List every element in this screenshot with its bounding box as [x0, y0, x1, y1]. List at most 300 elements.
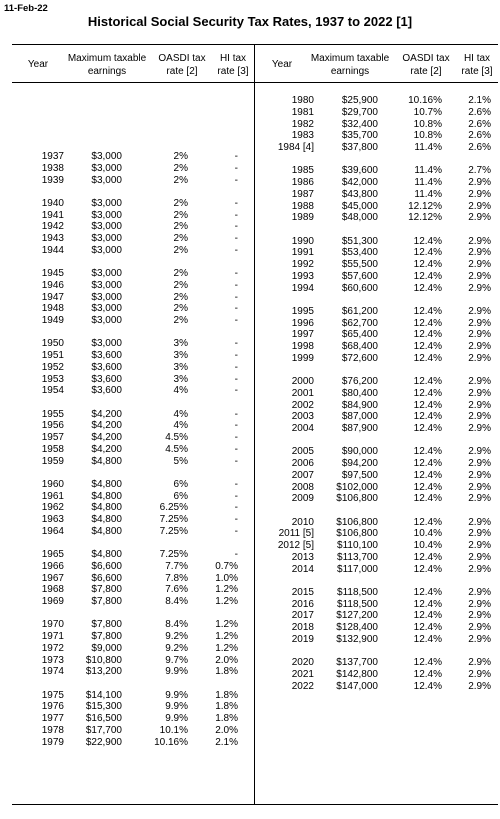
table-row — [0, 526, 254, 538]
cell-oasdi-rate: 2% — [173, 209, 188, 221]
header-max-earnings-line2: earnings — [87, 66, 127, 77]
cell-hi-rate: 2.9% — [468, 680, 491, 692]
cell-year: 1979 — [41, 736, 64, 748]
cell-hi-rate: - — [234, 361, 238, 373]
cell-max-earnings: $57,600 — [341, 270, 378, 282]
cell-year: 2008 — [291, 481, 314, 493]
table-row — [0, 444, 254, 456]
cell-oasdi-rate: 12.12% — [408, 212, 442, 224]
table-row — [0, 737, 254, 749]
cell-oasdi-rate: 12.4% — [413, 317, 442, 329]
cell-hi-rate: - — [234, 162, 238, 174]
table-row — [0, 362, 254, 374]
cell-year: 1964 — [41, 525, 64, 537]
cell-oasdi-rate: 3% — [173, 373, 188, 385]
table-row — [0, 420, 254, 432]
cell-oasdi-rate: 12.4% — [413, 423, 442, 434]
table-row — [254, 107, 500, 119]
cell-hi-rate: 2.9% — [468, 259, 491, 270]
table-row — [0, 350, 254, 362]
cell-oasdi-rate: 12.4% — [413, 270, 442, 282]
cell-year: 2001 — [291, 387, 314, 399]
cell-max-earnings: $3,000 — [91, 315, 122, 326]
cell-oasdi-rate: 2% — [173, 315, 188, 326]
cell-max-earnings: $45,000 — [341, 200, 378, 212]
table-row — [254, 236, 500, 248]
cell-max-earnings: $37,800 — [341, 142, 378, 153]
cell-hi-rate: - — [234, 478, 238, 490]
table-row — [254, 681, 500, 693]
cell-year: 1963 — [41, 514, 64, 525]
cell-hi-rate: 2.6% — [468, 142, 491, 153]
cell-oasdi-rate: 9.9% — [165, 689, 188, 701]
cell-hi-rate: 1.8% — [215, 689, 238, 701]
cell-max-earnings: $118,500 — [337, 598, 378, 610]
cell-oasdi-rate: 4.5% — [165, 432, 188, 443]
cell-hi-rate: - — [234, 432, 238, 443]
cell-oasdi-rate: 12.4% — [413, 352, 442, 364]
table-row — [0, 221, 254, 233]
cell-oasdi-rate: 10.8% — [413, 118, 442, 130]
cell-max-earnings: $53,400 — [341, 247, 378, 259]
cell-max-earnings: $4,800 — [91, 502, 122, 514]
cell-year: 1952 — [41, 361, 64, 373]
cell-max-earnings: $16,500 — [85, 713, 122, 724]
table-row — [254, 201, 500, 213]
table-row — [254, 552, 500, 564]
table-row — [254, 177, 500, 189]
table-row — [0, 631, 254, 643]
table-row — [0, 549, 254, 561]
cell-max-earnings: $87,900 — [341, 423, 378, 434]
cell-max-earnings: $25,900 — [341, 95, 378, 106]
table-row — [0, 514, 254, 526]
cell-hi-rate: 1.2% — [215, 642, 238, 654]
cell-oasdi-rate: 12.4% — [413, 633, 442, 645]
header-oasdi-left — [152, 52, 212, 78]
cell-year: 1957 — [41, 432, 64, 443]
table-row — [254, 119, 500, 131]
cell-hi-rate: 2.1% — [468, 95, 491, 106]
cell-year: 2006 — [291, 458, 314, 469]
table-row — [0, 303, 254, 315]
cell-year: 1991 — [291, 247, 314, 259]
cell-year: 1967 — [41, 572, 64, 584]
cell-max-earnings: $29,700 — [341, 106, 378, 118]
cell-hi-rate: - — [234, 221, 238, 233]
cell-oasdi-rate: 3% — [173, 361, 188, 373]
header-max-earnings-left — [62, 52, 152, 78]
cell-oasdi-rate: 12.4% — [413, 668, 442, 680]
cell-oasdi-rate: 10.16% — [408, 95, 442, 106]
cell-hi-rate: 2.9% — [468, 668, 491, 680]
cell-hi-rate: - — [234, 455, 238, 467]
cell-year: 2000 — [291, 376, 314, 387]
cell-year: 1999 — [291, 352, 314, 364]
cell-hi-rate: 2.9% — [468, 446, 491, 458]
cell-year: 2018 — [291, 622, 314, 633]
cell-oasdi-rate: 9.2% — [165, 631, 188, 642]
cell-hi-rate: 2.0% — [215, 724, 238, 736]
cell-year: 1968 — [41, 584, 64, 596]
cell-oasdi-rate: 12.4% — [413, 598, 442, 610]
cell-hi-rate: 2.9% — [468, 399, 491, 411]
cell-year: 1949 — [41, 315, 64, 326]
cell-year: 1971 — [41, 631, 64, 642]
cell-oasdi-rate: 2% — [173, 279, 188, 291]
cell-max-earnings: $43,800 — [341, 188, 378, 200]
cell-hi-rate: 2.9% — [468, 551, 491, 563]
cell-oasdi-rate: 2% — [173, 291, 188, 303]
cell-hi-rate: - — [234, 174, 238, 186]
table-row — [254, 247, 500, 259]
cell-max-earnings: $3,600 — [91, 350, 122, 361]
cell-year: 1958 — [41, 443, 64, 455]
table-row — [254, 411, 500, 423]
cell-hi-rate: 2.9% — [468, 516, 491, 528]
table-row — [254, 493, 500, 505]
cell-hi-rate: 2.9% — [468, 657, 491, 668]
cell-hi-rate: 2.6% — [468, 130, 491, 142]
cell-oasdi-rate: 12.4% — [413, 586, 442, 598]
table-row — [0, 655, 254, 667]
cell-year: 2004 — [291, 423, 314, 434]
cell-hi-rate: 2.6% — [468, 106, 491, 118]
cell-hi-rate: 2.9% — [468, 563, 491, 575]
cell-oasdi-rate: 12.4% — [413, 622, 442, 633]
cell-max-earnings: $127,200 — [336, 610, 378, 622]
cell-hi-rate: - — [234, 244, 238, 256]
cell-oasdi-rate: 6% — [173, 478, 188, 490]
cell-oasdi-rate: 9.9% — [165, 701, 188, 713]
cell-oasdi-rate: 11.4% — [414, 188, 442, 200]
cell-max-earnings: $3,000 — [91, 268, 122, 279]
cell-max-earnings: $4,200 — [91, 432, 122, 443]
cell-hi-rate: - — [234, 315, 238, 326]
report-date: 11-Feb-22 — [4, 3, 48, 14]
cell-oasdi-rate: 12.4% — [413, 493, 442, 505]
cell-hi-rate: 2.0% — [215, 654, 238, 666]
table-row — [254, 165, 500, 177]
cell-max-earnings: $3,000 — [91, 197, 122, 209]
cell-oasdi-rate: 12.4% — [413, 657, 442, 668]
cell-year: 1953 — [41, 373, 64, 385]
cell-hi-rate: 2.9% — [468, 247, 491, 259]
cell-year: 1974 — [41, 666, 64, 678]
header-oasdi-line1: OASDI tax — [158, 53, 206, 64]
cell-max-earnings: $3,000 — [91, 151, 122, 162]
cell-year: 2011 [5] — [278, 528, 314, 540]
table-row — [0, 245, 254, 257]
cell-oasdi-rate: 7.8% — [165, 572, 188, 584]
cell-hi-rate: 2.9% — [468, 352, 491, 364]
table-row — [254, 622, 500, 634]
cell-year: 1973 — [41, 654, 64, 666]
cell-max-earnings: $3,000 — [91, 209, 122, 221]
cell-year: 1980 — [291, 95, 314, 106]
cell-max-earnings: $106,800 — [336, 516, 378, 528]
cell-oasdi-rate: 10.8% — [413, 130, 442, 142]
cell-year: 1988 — [291, 200, 314, 212]
cell-max-earnings: $3,600 — [91, 361, 122, 373]
cell-oasdi-rate: 12.4% — [413, 481, 442, 493]
cell-hi-rate: 2.9% — [468, 376, 491, 387]
cell-oasdi-rate: 12.4% — [413, 469, 442, 481]
cell-max-earnings: $4,800 — [91, 549, 122, 560]
cell-year: 1983 — [291, 130, 314, 142]
cell-hi-rate: 2.9% — [468, 212, 491, 224]
header-max-earnings-line1: Maximum taxable — [67, 53, 147, 64]
cell-year: 1998 — [291, 341, 314, 352]
cell-oasdi-rate: 7.6% — [165, 584, 188, 596]
cell-oasdi-rate: 2% — [173, 174, 188, 186]
cell-max-earnings: $9,000 — [91, 642, 122, 654]
cell-oasdi-rate: 8.4% — [165, 596, 188, 607]
cell-max-earnings: $3,600 — [91, 385, 122, 397]
cell-max-earnings: $147,000 — [336, 680, 378, 692]
cell-max-earnings: $3,000 — [91, 162, 122, 174]
cell-oasdi-rate: 12.4% — [413, 680, 442, 692]
table-row — [0, 385, 254, 397]
cell-oasdi-rate: 12.4% — [413, 259, 442, 270]
cell-year: 1984 [4] — [277, 142, 314, 153]
cell-oasdi-rate: 8.4% — [165, 619, 188, 631]
cell-oasdi-rate: 10.1% — [159, 724, 188, 736]
cell-hi-rate: 2.9% — [468, 317, 491, 329]
cell-hi-rate: - — [234, 303, 238, 315]
table-row — [0, 268, 254, 280]
table-row — [0, 374, 254, 386]
cell-oasdi-rate: 2% — [173, 162, 188, 174]
cell-hi-rate: 2.9% — [468, 633, 491, 645]
cell-year: 1975 — [41, 689, 64, 701]
cell-year: 1959 — [41, 455, 64, 467]
cell-hi-rate: 1.2% — [215, 596, 238, 607]
header-oasdi-line2: rate [2] — [410, 66, 442, 77]
cell-oasdi-rate: 12.4% — [413, 376, 442, 387]
table-row — [0, 690, 254, 702]
cell-max-earnings: $3,000 — [91, 244, 122, 256]
table-row — [0, 596, 254, 608]
cell-max-earnings: $4,200 — [91, 443, 122, 455]
table-row — [0, 409, 254, 421]
cell-max-earnings: $14,100 — [85, 689, 122, 701]
cell-year: 1989 — [291, 212, 314, 224]
cell-year: 1948 — [41, 303, 64, 315]
cell-hi-rate: 2.9% — [468, 341, 491, 352]
header-bottom-rule — [12, 82, 498, 83]
cell-year: 2022 — [291, 680, 314, 692]
cell-max-earnings: $60,600 — [341, 282, 378, 294]
cell-year: 1982 — [291, 118, 314, 130]
table-row — [0, 701, 254, 713]
cell-oasdi-rate: 12.4% — [413, 341, 442, 352]
cell-year: 2010 — [291, 516, 314, 528]
table-row — [0, 175, 254, 187]
table-row — [0, 315, 254, 327]
cell-max-earnings: $3,000 — [91, 291, 122, 303]
cell-hi-rate: - — [234, 385, 238, 397]
cell-max-earnings: $6,600 — [91, 572, 122, 584]
cell-year: 1976 — [41, 701, 64, 713]
cell-year: 1955 — [41, 408, 64, 420]
table-row — [254, 95, 500, 107]
cell-max-earnings: $118,500 — [337, 586, 378, 598]
table-row — [254, 657, 500, 669]
table-row — [254, 329, 500, 341]
cell-oasdi-rate: 10.7% — [413, 106, 442, 118]
cell-oasdi-rate: 2% — [173, 303, 188, 315]
table-row — [254, 423, 500, 435]
header-hi-left — [212, 52, 254, 78]
header-hi-right — [456, 52, 498, 78]
table-row — [0, 198, 254, 210]
cell-year: 2016 — [291, 598, 314, 610]
cell-hi-rate: 1.2% — [215, 584, 238, 596]
cell-year: 1950 — [41, 338, 64, 350]
cell-oasdi-rate: 12.4% — [413, 247, 442, 259]
cell-max-earnings: $3,000 — [91, 303, 122, 315]
table-row — [0, 292, 254, 304]
cell-hi-rate: 2.9% — [468, 610, 491, 622]
cell-hi-rate: 2.9% — [468, 481, 491, 493]
cell-oasdi-rate: 3% — [173, 338, 188, 350]
cell-max-earnings: $4,800 — [91, 514, 122, 525]
cell-max-earnings: $55,500 — [341, 259, 378, 270]
cell-year: 1981 — [291, 106, 314, 118]
cell-oasdi-rate: 7.25% — [159, 514, 188, 525]
table-row — [254, 259, 500, 271]
cell-max-earnings: $117,000 — [337, 563, 378, 575]
cell-max-earnings: $72,600 — [341, 352, 378, 364]
cell-max-earnings: $7,800 — [91, 619, 122, 631]
cell-max-earnings: $3,000 — [91, 338, 122, 350]
cell-hi-rate: - — [234, 338, 238, 350]
cell-max-earnings: $3,000 — [91, 279, 122, 291]
cell-oasdi-rate: 3% — [173, 350, 188, 361]
table-row — [0, 479, 254, 491]
cell-max-earnings: $106,800 — [336, 528, 378, 540]
cell-max-earnings: $90,000 — [341, 446, 378, 458]
cell-max-earnings: $35,700 — [341, 130, 378, 142]
cell-year: 1951 — [41, 350, 64, 361]
cell-max-earnings: $80,400 — [341, 387, 378, 399]
cell-oasdi-rate: 4% — [173, 385, 188, 397]
cell-hi-rate: 2.6% — [468, 118, 491, 130]
cell-hi-rate: 1.8% — [215, 666, 238, 678]
cell-year: 1945 — [41, 268, 64, 279]
cell-oasdi-rate: 10.4% — [413, 540, 442, 551]
cell-year: 1961 — [41, 490, 64, 502]
cell-hi-rate: 0.7% — [215, 560, 238, 572]
table-row — [254, 388, 500, 400]
cell-oasdi-rate: 2% — [173, 244, 188, 256]
table-row — [254, 341, 500, 353]
cell-hi-rate: 2.9% — [468, 270, 491, 282]
cell-hi-rate: 1.0% — [215, 572, 238, 584]
table-row — [0, 561, 254, 573]
cell-max-earnings: $22,900 — [85, 736, 122, 748]
cell-hi-rate: 2.9% — [468, 458, 491, 469]
cell-hi-rate: 2.9% — [468, 188, 491, 200]
cell-oasdi-rate: 4% — [173, 408, 188, 420]
cell-oasdi-rate: 11.4% — [414, 177, 442, 188]
cell-max-earnings: $48,000 — [341, 212, 378, 224]
cell-year: 2012 [5] — [277, 540, 314, 551]
cell-year: 1946 — [41, 279, 64, 291]
table-row — [254, 271, 500, 283]
cell-max-earnings: $15,300 — [85, 701, 122, 713]
table-row — [254, 306, 500, 318]
cell-oasdi-rate: 7.25% — [159, 525, 188, 537]
cell-max-earnings: $106,800 — [336, 493, 378, 505]
cell-max-earnings: $113,700 — [337, 551, 378, 563]
cell-year: 1996 — [291, 317, 314, 329]
cell-max-earnings: $84,900 — [341, 399, 378, 411]
table-row — [254, 599, 500, 611]
cell-hi-rate: - — [234, 549, 238, 560]
header-max-earnings-line2: earnings — [330, 66, 370, 77]
cell-year: 2009 — [291, 493, 314, 505]
cell-year: 1969 — [41, 596, 64, 607]
cell-max-earnings: $4,800 — [91, 525, 122, 537]
cell-year: 1954 — [41, 385, 64, 397]
cell-oasdi-rate: 12.4% — [413, 387, 442, 399]
cell-oasdi-rate: 6% — [173, 490, 188, 502]
header-hi-line2: rate [3] — [461, 66, 493, 77]
cell-max-earnings: $7,800 — [91, 584, 122, 596]
table-row — [254, 353, 500, 365]
table-row — [0, 432, 254, 444]
cell-year: 1993 — [291, 270, 314, 282]
cell-oasdi-rate: 2% — [173, 233, 188, 244]
cell-hi-rate: 2.9% — [468, 329, 491, 341]
table-row — [254, 610, 500, 622]
cell-hi-rate: - — [234, 514, 238, 525]
cell-year: 1940 — [41, 197, 64, 209]
cell-max-earnings: $51,300 — [341, 235, 378, 247]
cell-max-earnings: $13,200 — [85, 666, 122, 678]
cell-hi-rate: - — [234, 443, 238, 455]
cell-max-earnings: $65,400 — [341, 329, 378, 341]
cell-max-earnings: $7,800 — [91, 631, 122, 642]
header-oasdi-right — [396, 52, 456, 78]
table-row — [0, 280, 254, 292]
cell-oasdi-rate: 12.4% — [413, 235, 442, 247]
table-row — [0, 491, 254, 503]
cell-hi-rate: 2.9% — [468, 528, 491, 540]
cell-max-earnings: $97,500 — [341, 469, 378, 481]
header-year-right: Year — [271, 59, 293, 70]
table-row — [0, 151, 254, 163]
table-row — [0, 163, 254, 175]
header-hi-line2: rate [3] — [217, 66, 249, 77]
table-row — [0, 338, 254, 350]
cell-oasdi-rate: 2% — [173, 268, 188, 279]
cell-max-earnings: $4,800 — [91, 478, 122, 490]
cell-max-earnings: $4,800 — [91, 490, 122, 502]
cell-hi-rate: - — [234, 420, 238, 432]
cell-oasdi-rate: 12.4% — [413, 411, 442, 423]
cell-year: 1985 — [291, 165, 314, 177]
cell-max-earnings: $3,000 — [91, 221, 122, 233]
table-row — [254, 400, 500, 412]
cell-max-earnings: $3,600 — [91, 373, 122, 385]
table-row — [254, 634, 500, 646]
cell-hi-rate: 2.9% — [468, 423, 491, 434]
cell-oasdi-rate: 9.2% — [165, 642, 188, 654]
cell-oasdi-rate: 12.4% — [413, 305, 442, 317]
